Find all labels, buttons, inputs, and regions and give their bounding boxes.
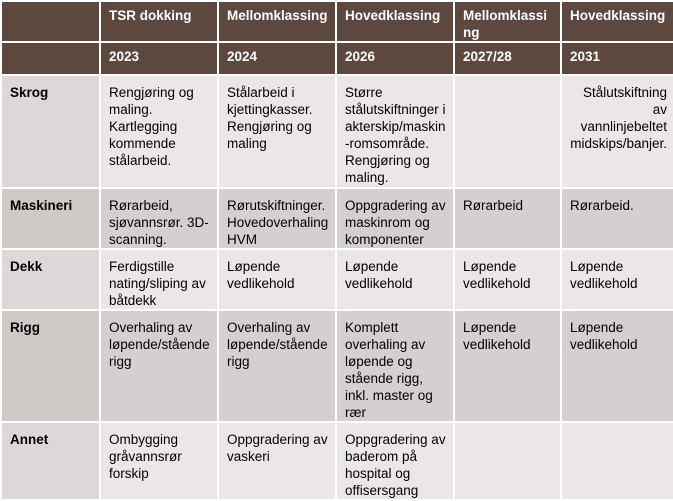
table-cell: Større stålutskiftninger i akterskip/maskin-romsområde. Rengjøring og maling.	[336, 75, 454, 188]
table-row-skrog	[1, 75, 673, 188]
table-cell: Løpende vedlikehold	[561, 310, 673, 422]
table-cell: Overhaling av løpende/stående rigg	[100, 310, 218, 422]
table-cell: Løpende vedlikehold	[336, 249, 454, 310]
header-year-3: 2026	[336, 42, 454, 75]
table-cell: Rørarbeid	[454, 188, 561, 249]
table-cell: Komplett overhaling av løpende og stående rigg, inkl. master og rær	[336, 310, 454, 422]
header-phase-5: Hovedklassing	[561, 1, 673, 42]
header-year-5: 2031	[561, 42, 673, 75]
header-corner-top	[1, 1, 100, 42]
table-cell: Rørarbeid.	[561, 188, 673, 249]
table-cell: Stålutskiftning av vannlinjebeltet midskips/banjer.	[561, 75, 673, 188]
table-cell: Ombygging gråvannsrør forskip	[100, 422, 218, 500]
table-cell: Rengjøring og maling. Kartlegging kommende stålarbeid.	[100, 75, 218, 188]
table-cell: Oppgradering av maskinrom og komponenter	[336, 188, 454, 249]
table-cell: Løpende vedlikehold	[454, 310, 561, 422]
header-row-years	[1, 42, 673, 75]
table-row-maskineri	[1, 188, 673, 249]
header-corner-bottom	[1, 42, 100, 75]
table-cell	[454, 75, 561, 188]
header-phase-1: TSR dokking	[100, 1, 218, 42]
row-label-rigg: Rigg	[1, 310, 100, 422]
table-cell: Ferdigstille nating/sliping av båtdekk	[100, 249, 218, 310]
header-year-2: 2024	[218, 42, 336, 75]
row-label-skrog: Skrog	[1, 75, 100, 188]
header-year-1: 2023	[100, 42, 218, 75]
header-row-phases	[1, 1, 673, 42]
table-cell: Løpende vedlikehold	[561, 249, 673, 310]
table-cell: Oppgradering av vaskeri	[218, 422, 336, 500]
header-phase-2: Mellomklassing	[218, 1, 336, 42]
table-cell: Overhaling av løpende/stående rigg	[218, 310, 336, 422]
table-cell: Rørarbeid, sjøvannsrør. 3D-scanning.	[100, 188, 218, 249]
row-label-dekk: Dekk	[1, 249, 100, 310]
table-row-annet	[1, 422, 673, 500]
row-label-maskineri: Maskineri	[1, 188, 100, 249]
table-cell: Stålarbeid i kjettingkasser. Rengjøring og maling	[218, 75, 336, 188]
table-cell: Oppgradering av baderom på hospital og offisersgang	[336, 422, 454, 500]
header-year-4: 2027/28	[454, 42, 561, 75]
header-phase-4: Mellomklassing	[454, 1, 561, 42]
table-cell	[454, 422, 561, 500]
table-cell: Løpende vedlikehold	[218, 249, 336, 310]
table-row-dekk	[1, 249, 673, 310]
table-cell: Rørutskiftninger. Hovedoverhaling HVM	[218, 188, 336, 249]
row-label-annet: Annet	[1, 422, 100, 500]
table-row-rigg	[1, 310, 673, 422]
table-cell	[561, 422, 673, 500]
header-phase-3: Hovedklassing	[336, 1, 454, 42]
table-cell: Løpende vedlikehold	[454, 249, 561, 310]
